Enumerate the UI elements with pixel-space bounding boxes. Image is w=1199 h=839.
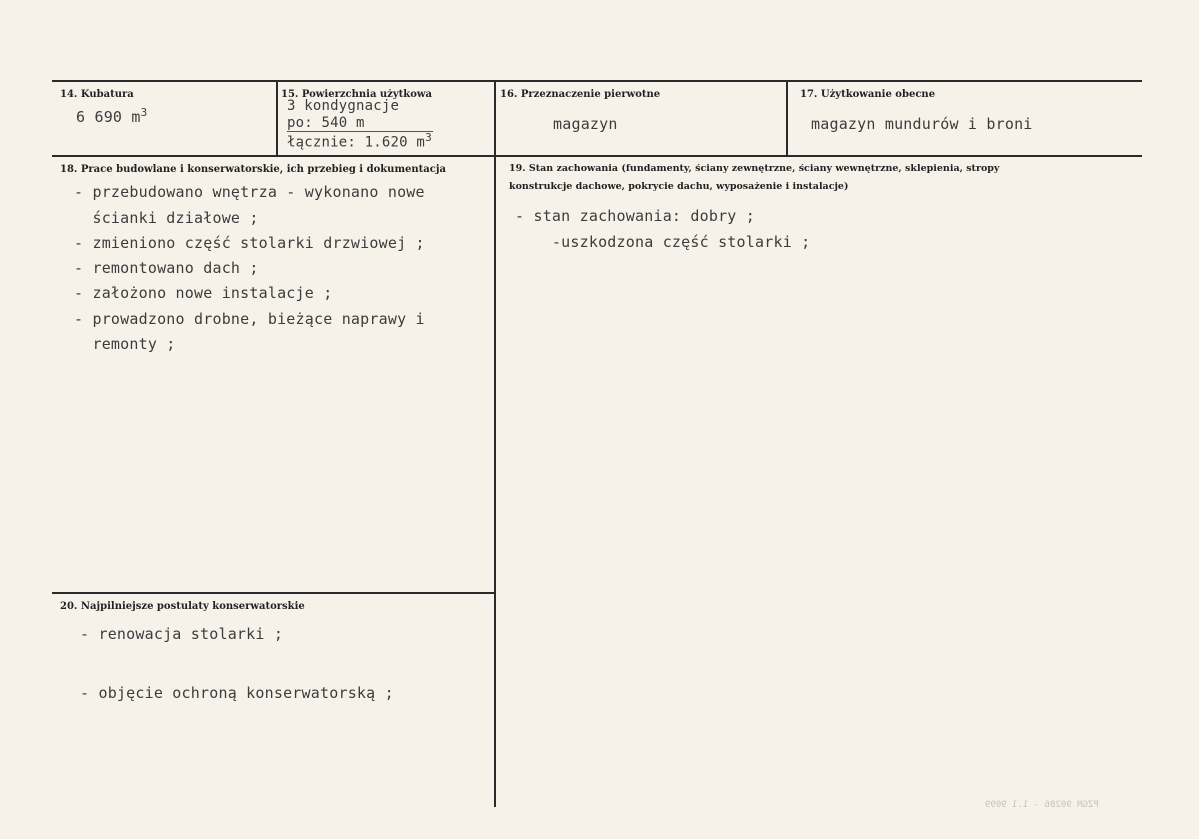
prace-label: 18. Prace budowlane i konserwatorskie, ich przebieg i dokumentacja <box>60 164 446 175</box>
powierzchnia-total: łącznie: 1.620 m <box>287 134 426 151</box>
prace-line-2: ścianki działowe ; <box>74 209 259 227</box>
prace-line-4: - remontowano dach ; <box>74 259 259 277</box>
powierzchnia-unit-superscript: 3 <box>425 131 432 144</box>
prace-line-7: remonty ; <box>74 335 176 353</box>
kubatura-value <box>76 106 147 126</box>
kubatura-unit-superscript: 3 <box>140 106 148 119</box>
powierzchnia-line-3 <box>287 131 432 151</box>
postulaty-line-2: - objęcie ochroną konserwatorską ; <box>80 684 394 702</box>
stan-label-line-1: 19. Stan zachowania (fundamenty, ściany zewnętrzne, ściany wewnętrzne, sklepienia, stropy <box>509 163 1000 174</box>
uzytkowanie-value: magazyn mundurów i broni <box>811 115 1033 133</box>
powierzchnia-line-2: po: 540 m <box>287 115 365 131</box>
prace-line-5: - założono nowe instalacje ; <box>74 284 333 302</box>
col-separator-3 <box>786 81 788 156</box>
prace-line-6: - prowadzono drobne, bieżące naprawy i <box>74 310 425 328</box>
col-separator-1 <box>276 81 278 156</box>
kubatura-number: 6 690 m <box>76 108 141 126</box>
postulaty-line-1: - renowacja stolarki ; <box>80 625 284 643</box>
powierzchnia-line-1: 3 kondygnacje <box>287 98 400 114</box>
top-rule <box>52 80 1142 82</box>
section20-top-rule <box>52 592 496 594</box>
postulaty-label: 20. Najpilniejsze postulaty konserwatorskie <box>60 601 305 612</box>
stan-label-line-2: konstrukcje dachowe, pokrycie dachu, wyposażenie i instalacje) <box>509 181 849 192</box>
uzytkowanie-label: 17. Użytkowanie obecne <box>800 89 936 100</box>
przeznaczenie-label: 16. Przeznaczenie pierwotne <box>500 89 661 100</box>
kubatura-label: 14. Kubatura <box>60 89 134 100</box>
prace-line-1: - przebudowano wnętrza - wykonano nowe <box>74 183 425 201</box>
przeznaczenie-value: magazyn <box>553 115 618 133</box>
footer-print-mark: PZGM 90286 - 1.1 9099 <box>985 800 1099 810</box>
stan-line-1: - stan zachowania: dobry ; <box>515 207 755 225</box>
stan-line-2: -uszkodzona część stolarki ; <box>515 233 811 251</box>
prace-line-3: - zmieniono część stolarki drzwiowej ; <box>74 234 425 252</box>
powierzchnia-label: 15. Powierzchnia użytkowa <box>281 89 432 100</box>
row1-bottom-rule <box>52 155 1142 157</box>
col-separator-2 <box>494 81 496 807</box>
